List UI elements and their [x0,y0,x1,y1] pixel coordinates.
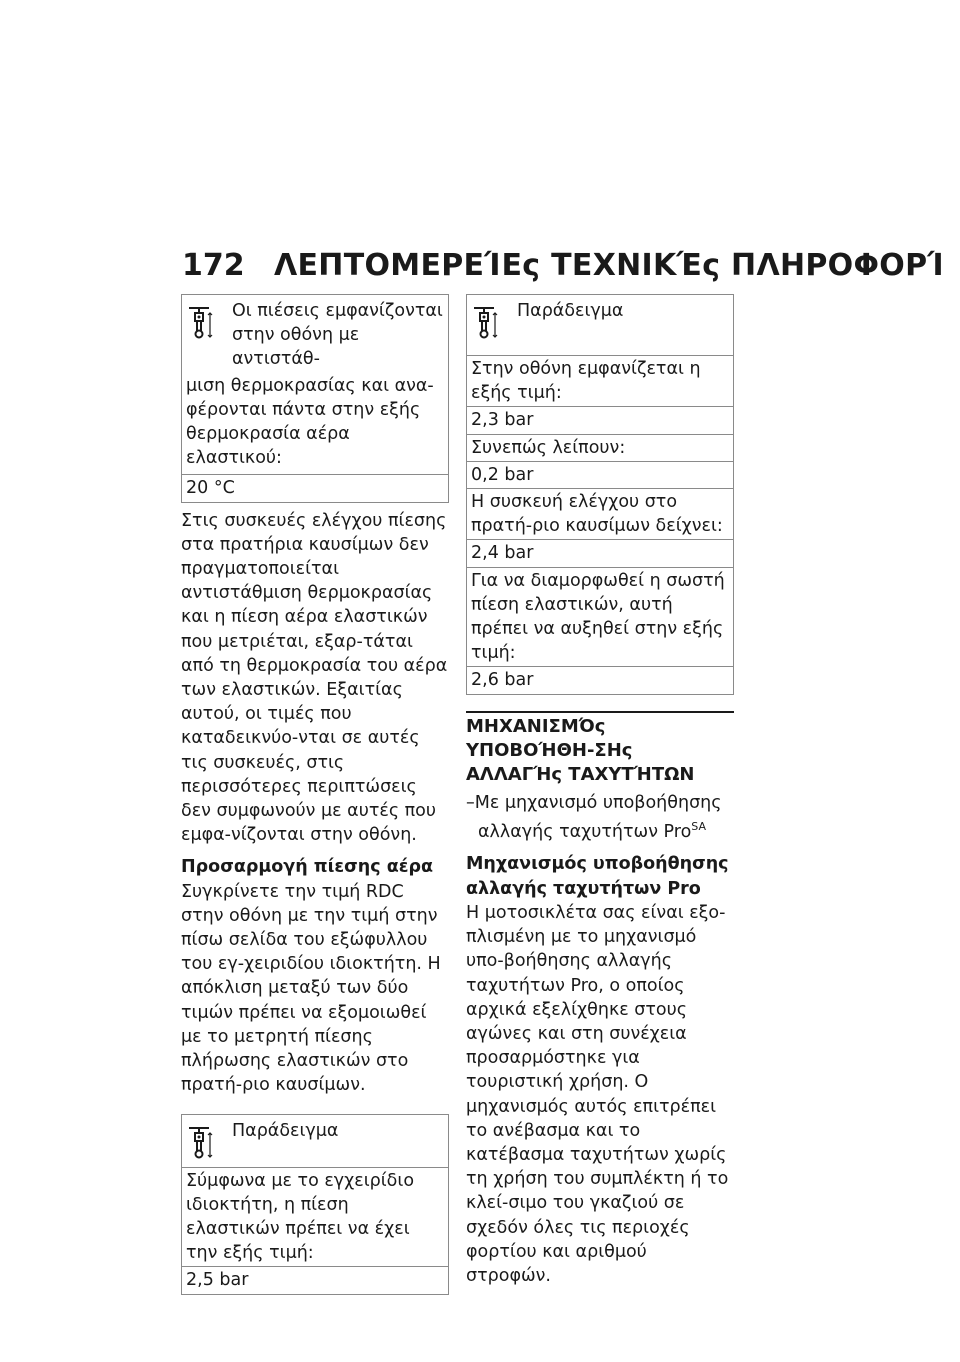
example-row: Συνεπώς λείπουν: [467,434,733,461]
tire-pressure-gauge-icon [186,299,232,343]
example-row: 2,3 bar [467,406,733,433]
section-heading: ΜΗΧΑΝΙΣΜΌς ΥΠΟΒΟΉΘΗ-ΣΗς ΑΛΛΑΓΉς ΤΑΧΥΤΉΤΩΝ [466,715,695,786]
heading-shift-assistant: Μηχανισμός υποβοήθησης αλλαγής ταχυτήτων Pro [466,854,729,899]
note-intro-text: Οι πιέσεις εμφανίζονται στην οθόνη με αντιστάθ- [232,301,443,370]
left-column [181,294,449,1295]
example-label: Παράδειγμα [232,1120,339,1141]
note-header [182,295,448,374]
example-label: Παράδειγμα [517,301,624,321]
example-text: Σύμφωνα με το εγχειρίδιο ιδιοκτήτη, η πίεση ελαστικών πρέπει να έχει την εξής τιμή: [182,1167,448,1267]
example-row: 2,6 bar [467,666,733,693]
temperature-value: 20 °C [182,474,448,501]
bullet-dash: – [466,793,475,814]
paragraph-station-gauges: Στις συσκευές ελέγχου πίεσης στα πρατήρια καυσίμων δεν πραγματοποιείται αντιστάθμιση θερμοκρασίας και η πίεση αέρα ελαστικών που μετριέται, εξαρ-τάται από τη θερμοκρασία του αέρα των ελαστικών. Εξαιτίας αυτού, οι τιμές που καταδεικνύο-νται σε αυτές τις συσκευές, στις περισσότερες περιπτώσεις δεν συμφωνούν με αυτές που εμφα-νίζονται στην οθόνη. [181,510,448,846]
special-accessory-tag: SA [691,820,707,834]
example-box-left [181,1114,449,1295]
example-row: 2,4 bar [467,539,733,566]
paragraph-compare-rdc: Συγκρίνετε την τιμή RDC στην οθόνη με την τιμή στην πίσω σελίδα του εξώφυλλου του εγ-χειριδίου ιδιοκτήτη. Η απόκλιση μεταξύ των δύο τιμών πρέπει να εξομοιωθεί με το μετρητή πίεσης πλήρωσης ελαστικών στο πρατή-ριο καυσίμων. [181,881,441,1096]
page-header [182,248,945,288]
equipment-bullet [466,791,734,844]
example-header [467,295,733,355]
example-box-right [466,294,734,695]
example-value: 2,5 bar [182,1266,448,1293]
page-number: 172 [182,248,245,283]
bullet-line-1: Με μηχανισμό υποβοήθησης [474,793,722,814]
example-header [182,1115,448,1167]
tire-pressure-gauge-icon [186,1119,232,1163]
bullet-line-2: αλλαγής ταχυτήτων Pro [478,822,692,843]
bullet-line-2-wrap [466,815,734,844]
example-row: Στην οθόνη εμφανίζεται η εξής τιμή: [467,355,733,406]
right-column [466,294,734,1294]
chapter-title: ΛΕΠΤΟΜΕΡΕΊΕς ΤΕΧΝΙΚΈς ΠΛΗΡΟΦΟΡΊ [274,248,945,283]
example-row: Η συσκευή ελέγχου στο πρατή-ριο καυσίμων δείχνει: [467,488,733,539]
example-row: 0,2 bar [467,461,733,488]
paragraph-shift-assistant: Η μοτοσικλέτα σας είναι εξο-πλισμένη με το μηχανισμό υπο-βοήθησης αλλαγής ταχυτήτων Pro, ο οποίος αρχικά εξελίχθηκε στους αγώνες και στη συνέχεια προσαρμόστηκε για τουριστική χρήση. Ο μηχανισμός αυτός επιτρέπει το ανέβασμα και το κατέβασμα ταχυτήτων χωρίς τη χρήση του συμπλέκτη ή το κλεί-σιμο του γκαζιού σε σχεδόν όλες τις περιοχές φορτίου και αριθμού στροφών. [466,902,729,1286]
temperature-note-box [181,294,449,503]
tire-pressure-gauge-icon [471,299,517,343]
heading-pressure-adjust: Προσαρμογή πίεσης αέρα [181,857,434,878]
example-row: Για να διαμορφωθεί η σωστή πίεση ελαστικών, αυτή πρέπει να αυξηθεί στην εξής τιμή: [467,567,733,667]
note-continuation-text: μιση θερμοκρασίας και ανα-φέρονται πάντα στην εξής θερμοκρασία αέρα ελαστικού: [186,375,434,469]
section-heading-block [466,711,734,788]
